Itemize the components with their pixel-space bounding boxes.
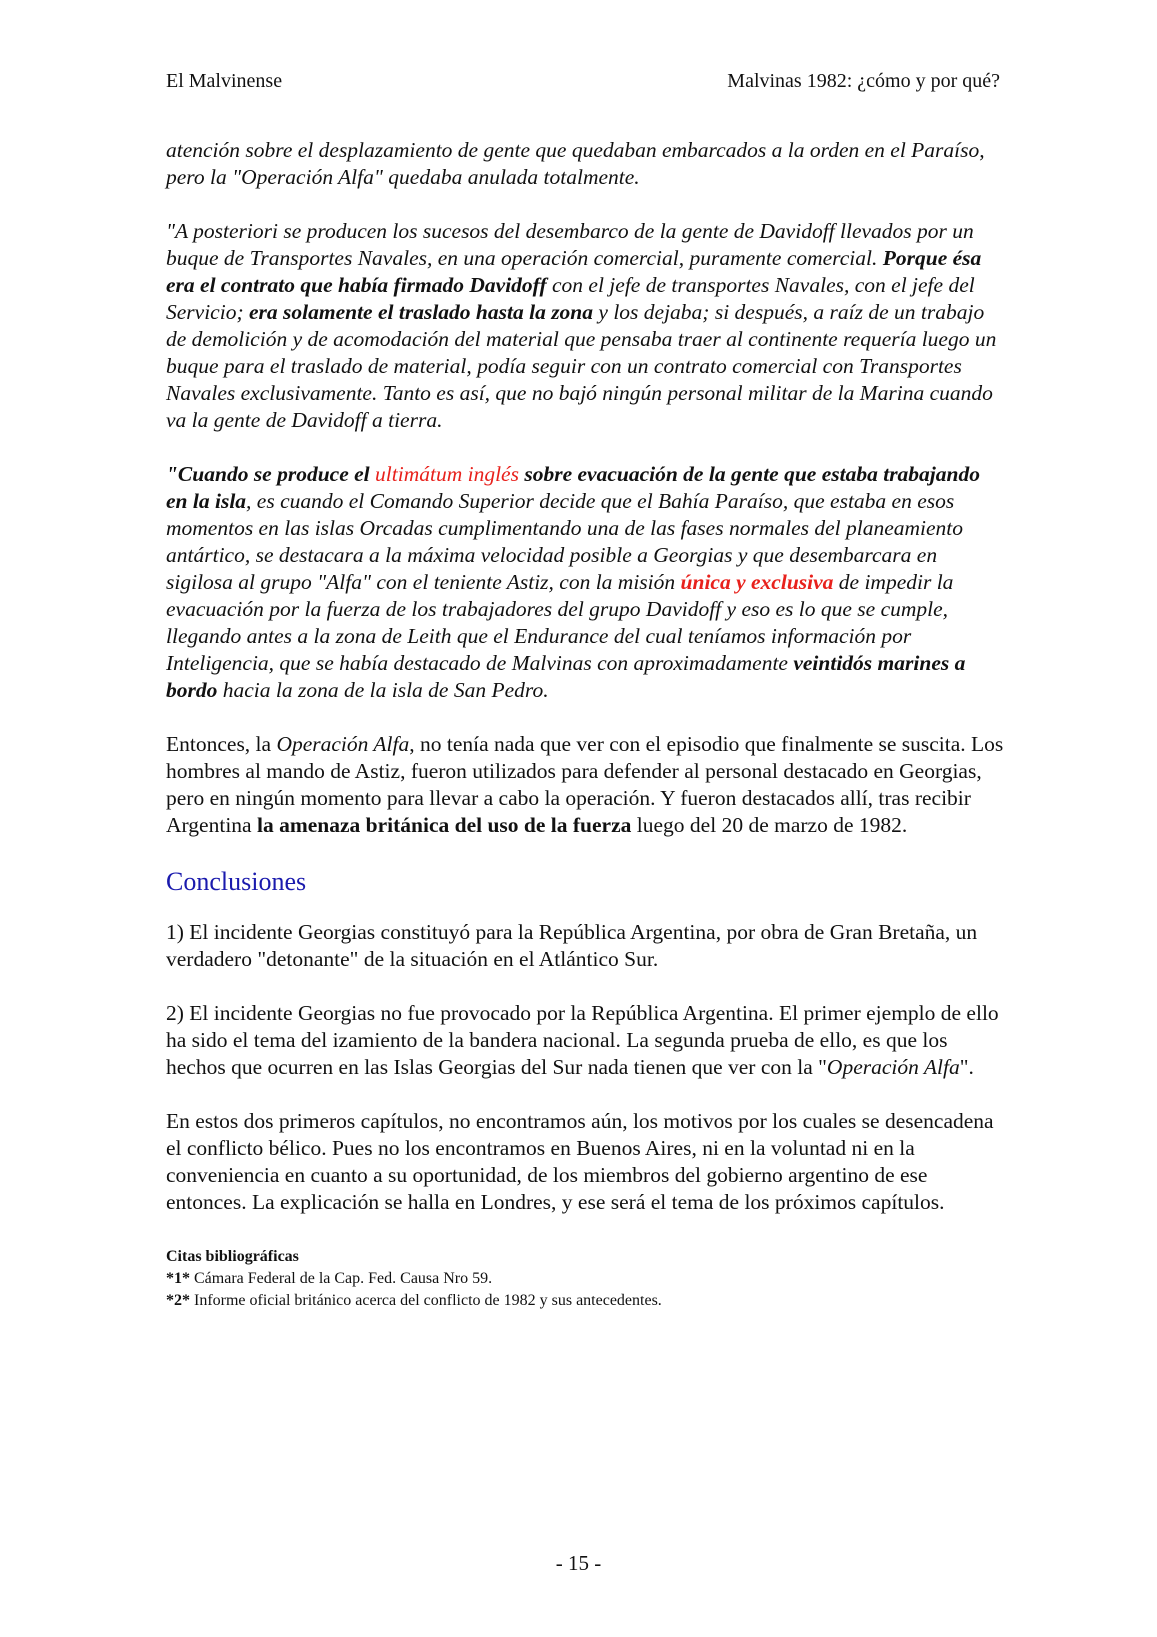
header-right: Malvinas 1982: ¿cómo y por qué?: [727, 70, 1000, 92]
text-run: de impedir la evacuación por la fuerza de los trabajadores del grupo Davidoff y eso es lo que se cumple, llegando antes a la zona de Leith que el Endurance del cual teníamos información por Inteligencia, que se había destacado de Malvinas con aproximadamente: [166, 570, 954, 675]
text-run: hacia la zona de la isla de San Pedro.: [217, 678, 549, 702]
text-run: "A posteriori se producen los sucesos del desembarco de la gente de Davidoff llevados por un buque de Transportes Navales, en una operación comercial, puramente comercial.: [166, 219, 974, 270]
citation-mark: *2*: [166, 1292, 190, 1309]
paragraph-analysis: [166, 731, 1006, 839]
text-run: 1) El incidente Georgias constituyó para la República Argentina, por obra de Gran Bretaña, un verdadero "detonante" de la situación en el Atlántico Sur.: [166, 920, 978, 971]
conclusion-2: [166, 1000, 1006, 1081]
paragraph-quote-3: [166, 461, 1006, 704]
italic-run: Operación Alfa: [276, 732, 410, 756]
bold-run: la amenaza británica del uso de la fuerza: [256, 813, 632, 837]
text-run: , no tenía nada que ver con el episodio que finalmente se suscita. Los hombres al mando de Astiz, fueron utilizados para defender al personal destacado en Georgias, pero en ningún momento para llevar a cabo la operación. Y fueron destacados allí, tras recibir Argentina: [166, 732, 1004, 837]
bibliography-item: [166, 1268, 1006, 1290]
text-run: Entonces, la: [166, 732, 277, 756]
bibliography-title: Citas bibliográficas: [166, 1248, 299, 1265]
conclusion-3: [166, 1108, 1006, 1216]
bold-run: era solamente el traslado hasta la zona: [248, 300, 594, 324]
text-run: y los dejaba; si después, a raíz de un trabajo de demolición y de acomodación del material que pensaba traer al continente requería luego un buque para el traslado de material, podía seguir con un contrato comercial con Transportes Navales exclusivamente. Tanto es así, que no bajó ningún personal militar de la Marina cuando va la gente de Davidoff a tierra.: [166, 300, 997, 432]
bold-run: veintidós marines a bordo: [166, 651, 966, 702]
italic-run: Operación Alfa: [826, 1055, 960, 1079]
text-run: En estos dos primeros capítulos, no encontramos aún, los motivos por los cuales se desencadena el conflicto bélico. Pues no los encontramos en Buenos Aires, ni en la voluntad ni en la conveniencia en cuanto a su oportunidad, de los miembros del gobierno argentino de ese entonces. La explicación se halla en Londres, y ese será el tema de los próximos capítulos.: [166, 1109, 994, 1214]
header-left: El Malvinense: [166, 70, 283, 92]
text-run: con el jefe de transportes Navales, con el jefe del Servicio;: [166, 273, 975, 324]
text-run: luego del 20 de marzo de 1982.: [631, 813, 908, 837]
citation-mark: *1*: [166, 1270, 190, 1287]
paragraph-quote-2: [166, 218, 1006, 434]
bold-run: Porque ésa era el contrato que había firmado Davidoff: [166, 246, 982, 297]
text-run: 2) El incidente Georgias no fue provocado por la República Argentina. El primer ejemplo de ello ha sido el tema del izamiento de la bandera nacional. La segunda prueba de ello, es que los hechos que ocurren en las Islas Georgias del Sur nada tienen que ver con la ": [166, 1001, 999, 1079]
text-run: , es cuando el Comando Superior decide que el Bahía Paraíso, que estaba en esos momentos en las islas Orcadas cumplimentando una de las fases normales del planeamiento antártico, se destacara a la máxima velocidad posible a Georgias y que desembarcara en sigilosa al grupo "Alfa" con el teniente Astiz, con la misión: [166, 489, 964, 594]
bibliography: [166, 1246, 1006, 1312]
bold-run: sobre evacuación de la gente que estaba trabajando en la isla: [166, 462, 980, 513]
highlight-red-run: única y exclusiva: [680, 570, 834, 594]
page-number: - 15 -: [555, 1551, 602, 1575]
highlight-red-run: ultimátum inglés: [375, 462, 519, 486]
citation-text: Informe oficial británico acerca del conflicto de 1982 y sus antecedentes.: [190, 1292, 662, 1309]
conclusion-1: [166, 919, 1006, 973]
document-body: [166, 137, 1006, 1312]
text-run: ".: [959, 1055, 974, 1079]
text-run: atención sobre el desplazamiento de gente que quedaban embarcados a la orden en el Paraíso, pero la "Operación Alfa" quedaba anulada totalmente.: [166, 138, 985, 189]
paragraph-quote-1: [166, 137, 1006, 191]
bold-run: "Cuando se produce el: [166, 462, 376, 486]
page-header: [166, 66, 1000, 96]
citation-text: Cámara Federal de la Cap. Fed. Causa Nro 59.: [190, 1270, 493, 1287]
section-heading-conclusiones: Conclusiones: [166, 867, 307, 896]
bibliography-item: [166, 1290, 1006, 1312]
